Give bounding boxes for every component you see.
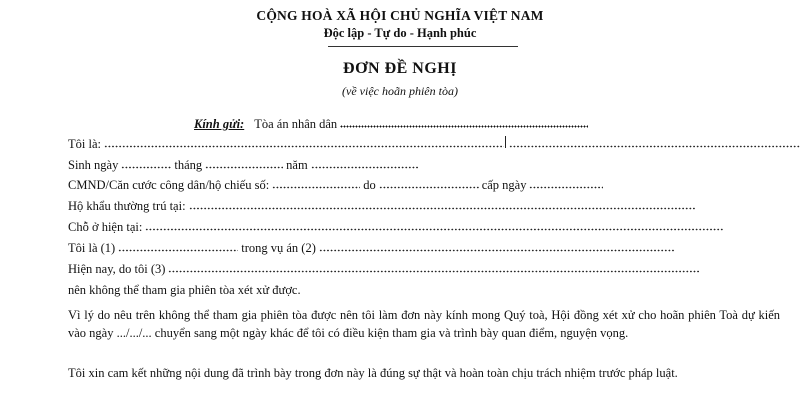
id-line: [68, 177, 606, 193]
id-label: CMND/Căn cước công dân/hộ chiếu số:: [68, 178, 270, 192]
dob-label: Sinh ngày: [68, 158, 119, 172]
addressee-label: Kính gửi:: [194, 117, 245, 131]
reason-label: Hiện nay, do tôi (3): [68, 262, 166, 276]
id-issue-date-blank[interactable]: [529, 179, 603, 189]
addressee-line: [194, 116, 591, 132]
header-divider: [328, 46, 518, 47]
dob-day-blank[interactable]: [121, 159, 171, 169]
name-label: Tôi là:: [68, 137, 101, 151]
dob-line: [68, 157, 422, 173]
id-issue-date-label: cấp ngày: [481, 178, 527, 192]
dob-month-blank[interactable]: [205, 159, 283, 169]
dob-year-blank[interactable]: [311, 159, 419, 169]
recipient-blank[interactable]: [340, 118, 588, 128]
residence-line: [68, 219, 726, 235]
document-subtitle: (về việc hoãn phiên tòa): [342, 84, 458, 98]
id-issued-by-blank[interactable]: [379, 179, 479, 189]
role-blank[interactable]: [118, 242, 238, 252]
name-line: [68, 136, 800, 152]
commitment-paragraph: Tôi xin cam kết những nội dung đã trình bày trong đơn này là đúng sự thật và hoàn toàn chịu trách nhiệm trước pháp luật.: [68, 366, 678, 380]
reason-tail: nên không thể tham gia phiên tòa xét xử được.: [68, 283, 301, 297]
id-issued-by-label: do: [363, 178, 376, 192]
reason-line: [68, 261, 703, 277]
national-title: CỘNG HOÀ XÃ HỘI CHỦ NGHĨA VIỆT NAM: [256, 8, 544, 23]
text-cursor: [505, 136, 506, 148]
dob-month-label: tháng: [174, 158, 203, 172]
reason-tail-line: [68, 282, 301, 298]
id-number-blank[interactable]: [272, 179, 360, 189]
dob-year-label: năm: [286, 158, 308, 172]
national-motto: Độc lập - Tự do - Hạnh phúc: [323, 26, 477, 40]
case-label: trong vụ án (2): [241, 241, 316, 255]
household-label: Hộ khẩu thường trú tại:: [68, 199, 186, 213]
role-line: [68, 240, 678, 256]
household-line: [68, 198, 698, 214]
request-paragraph: Vì lý do nêu trên không thể tham gia phiên tòa được nên tôi làm đơn này kính mong Quý toà, Hội đồng xét xử cho hoãn phiên Toà dự kiến vào ngày .../.../... chuyển sang một ngày khác để tôi có điều kiện tham gia và trình bày quan điểm, nguyện vọng.: [68, 308, 780, 340]
document-title: ĐƠN ĐỀ NGHỊ: [343, 60, 457, 77]
role-label: Tôi là (1): [68, 241, 116, 255]
name-blank[interactable]: [104, 138, 504, 148]
reason-blank[interactable]: [168, 263, 700, 273]
addressee-recipient: Tòa án nhân dân: [254, 117, 338, 131]
name-blank-rest[interactable]: [509, 138, 800, 148]
case-blank[interactable]: [319, 242, 675, 252]
residence-blank[interactable]: [145, 221, 723, 231]
household-blank[interactable]: [189, 200, 695, 210]
residence-label: Chỗ ở hiện tại:: [68, 220, 143, 234]
